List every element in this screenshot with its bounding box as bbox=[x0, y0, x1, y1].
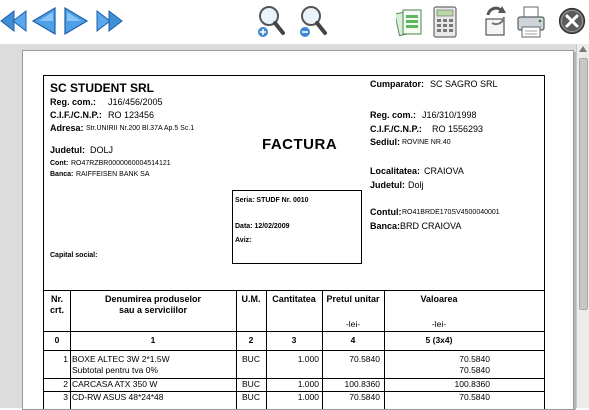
row-2-value: 100.8360 bbox=[454, 379, 490, 389]
row-2-nr: 2 bbox=[63, 379, 68, 389]
row-3-um: BUC bbox=[242, 392, 260, 402]
supplier-county-value: DOLJ bbox=[90, 145, 114, 155]
invoice-series-box bbox=[232, 190, 362, 264]
index-col-1: 1 bbox=[150, 335, 156, 345]
refresh-button[interactable] bbox=[482, 5, 510, 39]
invoice-date: Data: 12/02/2009 bbox=[235, 223, 290, 230]
index-col-3: 3 bbox=[291, 335, 297, 345]
header-pret-unitar: Pretul unitar bbox=[326, 294, 380, 304]
row-1-price: 70.5840 bbox=[349, 354, 380, 364]
supplier-reg-value: J16/456/2005 bbox=[108, 97, 163, 107]
buyer-bank-value: BRD CRAIOVA bbox=[400, 221, 462, 231]
buyer-label: Cumparator: bbox=[370, 79, 425, 89]
spreadsheet-icon bbox=[396, 6, 424, 38]
double-left-arrow-icon bbox=[0, 8, 28, 34]
scroll-up-arrow-icon[interactable] bbox=[579, 46, 587, 52]
buyer-cif-value: RO 1556293 bbox=[432, 124, 484, 134]
close-icon bbox=[558, 7, 586, 35]
calculator-button[interactable] bbox=[432, 5, 458, 39]
export-button[interactable] bbox=[396, 6, 424, 38]
buyer-locality-value: CRAIOVA bbox=[424, 166, 464, 176]
table-top-border bbox=[44, 290, 544, 291]
close-button[interactable] bbox=[558, 7, 586, 35]
row-2-name: CARCASA ATX 350 W bbox=[72, 379, 158, 389]
header-valoarea: Valoarea bbox=[420, 294, 458, 304]
first-page-button[interactable] bbox=[0, 8, 28, 34]
scrollbar-thumb[interactable] bbox=[579, 58, 588, 310]
col-divider-4 bbox=[322, 290, 323, 410]
refresh-icon bbox=[482, 5, 510, 39]
supplier-reg-label: Reg. com.: bbox=[50, 97, 97, 107]
supplier-account-value: RO47RZBR0000060004514121 bbox=[71, 160, 171, 167]
invoice-frame bbox=[43, 75, 545, 410]
right-arrow-icon bbox=[63, 6, 89, 36]
supplier-bank-value: RAIFFEISEN BANK SA bbox=[76, 171, 150, 178]
row-3-value: 70.5840 bbox=[459, 392, 490, 402]
buyer-reg-label: Reg. com.: bbox=[370, 110, 417, 120]
header-cantitatea: Cantitatea bbox=[272, 294, 316, 304]
supplier-address-value: Str.UNIRII Nr.200 Bl.37A Ap.5 Sc.1 bbox=[86, 125, 195, 132]
buyer-cif-label: C.I.F./C.N.P.: bbox=[370, 124, 422, 134]
buyer-bank-label: Banca: bbox=[370, 221, 401, 231]
buyer-account-value: RO41BRDE170SV4500040001 bbox=[402, 209, 500, 216]
row-1-value: 70.5840 bbox=[459, 354, 490, 364]
capital-social-label: Capital social: bbox=[50, 252, 98, 259]
buyer-account-label: Contul: bbox=[370, 207, 402, 217]
col-divider-3 bbox=[266, 290, 267, 410]
index-col-5: 5 (3x4) bbox=[425, 335, 453, 345]
last-page-button[interactable] bbox=[95, 8, 123, 34]
col-divider-5 bbox=[384, 290, 385, 410]
row-2-um: BUC bbox=[242, 379, 260, 389]
invoice-aviz-label: Aviz: bbox=[235, 237, 252, 244]
buyer-seat-label: Sediul: bbox=[370, 137, 401, 147]
row-1-name: BOXE ALTEC 3W 2*1.5W bbox=[72, 354, 170, 364]
zoom-out-button[interactable] bbox=[297, 4, 329, 40]
row-2-price: 100.8360 bbox=[344, 379, 380, 389]
header-um: U.M. bbox=[241, 294, 261, 304]
header-nr: Nr. crt. bbox=[49, 294, 64, 316]
row-2-qty: 1.000 bbox=[297, 379, 319, 389]
buyer-seat-value: ROVINE NR.40 bbox=[402, 139, 451, 146]
table-header-divider bbox=[44, 331, 544, 332]
supplier-bank-label: Banca: bbox=[50, 171, 74, 178]
printer-icon bbox=[516, 5, 546, 39]
table-index-divider bbox=[44, 350, 544, 351]
header-denumire: Denumirea produselor sau a serviciilor bbox=[104, 294, 202, 316]
index-col-2: 2 bbox=[248, 335, 254, 345]
row-1-um: BUC bbox=[242, 354, 260, 364]
buyer-reg-value: J16/310/1998 bbox=[422, 110, 477, 120]
index-col-4: 4 bbox=[350, 335, 356, 345]
row-3-name: CD-RW ASUS 48*24*48 bbox=[72, 392, 164, 402]
zoom-in-icon bbox=[255, 4, 287, 40]
supplier-address-label: Adresa: bbox=[50, 123, 84, 133]
double-right-arrow-icon bbox=[95, 8, 123, 34]
invoice-series-number: Seria: STUDF Nr. 0010 bbox=[235, 197, 309, 204]
zoom-in-button[interactable] bbox=[255, 4, 287, 40]
zoom-out-icon bbox=[297, 4, 329, 40]
print-button[interactable] bbox=[516, 5, 546, 39]
supplier-county-label: Judetul: bbox=[50, 145, 85, 155]
buyer-county-label: Judetul: bbox=[370, 180, 405, 190]
next-page-button[interactable] bbox=[63, 6, 89, 36]
document-viewer bbox=[0, 44, 589, 408]
subtotal-label: Subtotal pentru tva 0% bbox=[72, 365, 159, 375]
prev-page-button[interactable] bbox=[31, 6, 57, 36]
row-3-price: 70.5840 bbox=[349, 392, 380, 402]
supplier-cif-label: C.I.F./C.N.P.: bbox=[50, 110, 102, 120]
buyer-county-value: Dolj bbox=[408, 180, 424, 190]
buyer-name: SC SAGRO SRL bbox=[430, 79, 498, 89]
col-divider-2 bbox=[236, 290, 237, 410]
header-valoare-unit: -lei- bbox=[431, 319, 447, 329]
left-arrow-icon bbox=[31, 6, 57, 36]
viewer-toolbar bbox=[0, 0, 589, 44]
invoice-page bbox=[22, 50, 574, 410]
supplier-name: SC STUDENT SRL bbox=[50, 81, 155, 95]
calculator-icon bbox=[432, 5, 458, 39]
row-1-nr: 1 bbox=[63, 354, 68, 364]
row-3-qty: 1.000 bbox=[297, 392, 319, 402]
index-col-0: 0 bbox=[54, 335, 60, 345]
vertical-scrollbar[interactable] bbox=[576, 44, 589, 408]
subtotal-value: 70.5840 bbox=[459, 365, 490, 375]
header-pret-unit: -lei- bbox=[345, 319, 361, 329]
row-1-qty: 1.000 bbox=[297, 354, 319, 364]
supplier-cif-value: RO 123456 bbox=[108, 110, 155, 120]
invoice-title: FACTURA bbox=[262, 136, 338, 153]
supplier-account-label: Cont: bbox=[50, 160, 69, 167]
row-3-nr: 3 bbox=[63, 392, 68, 402]
buyer-locality-label: Localitatea: bbox=[370, 166, 421, 176]
